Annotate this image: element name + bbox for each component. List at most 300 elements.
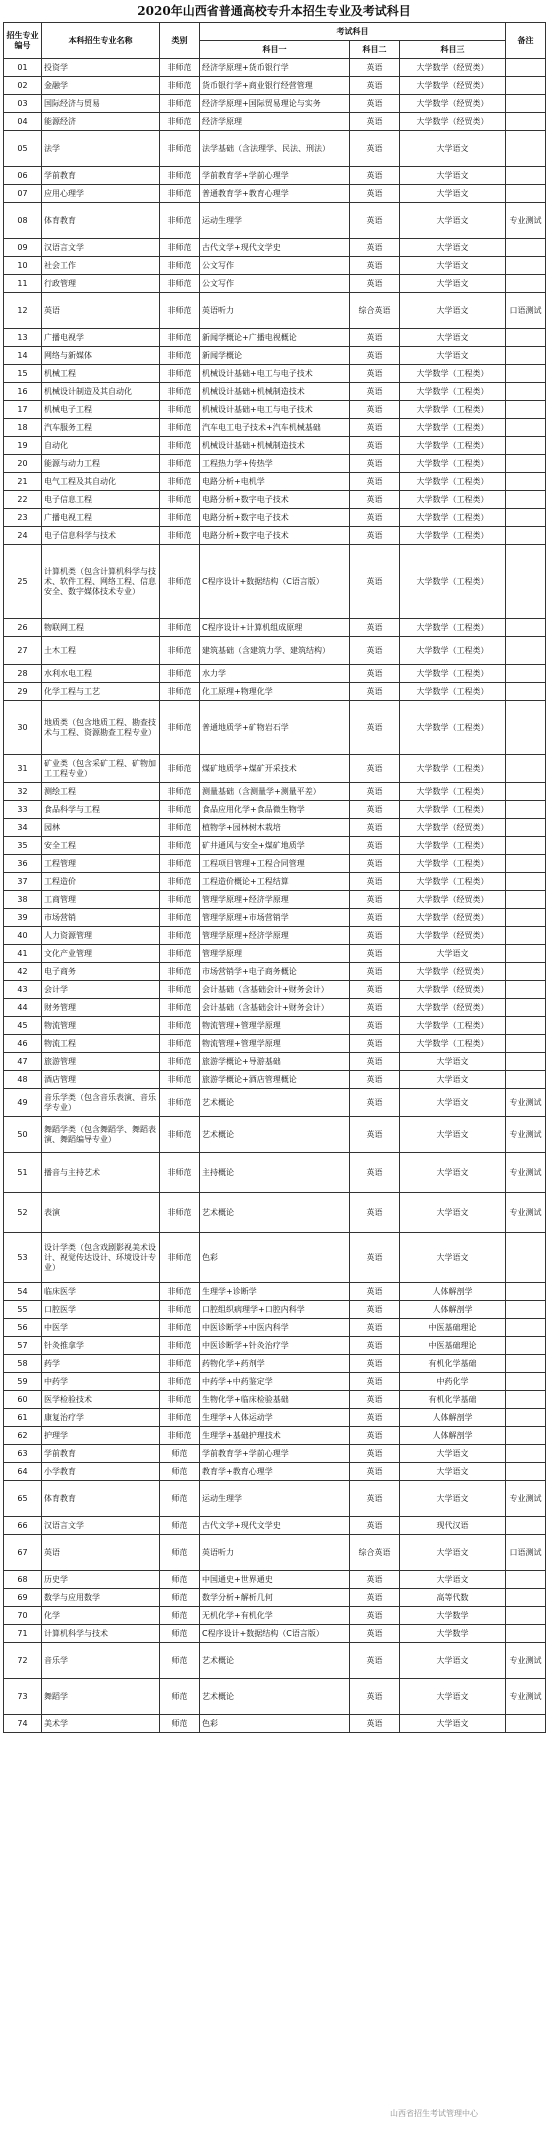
row-code: 10 (4, 257, 42, 275)
row-code: 49 (4, 1089, 42, 1117)
row-subject-1: 运动生理学 (200, 1481, 350, 1517)
row-subject-2: 英语 (350, 1409, 400, 1427)
row-major: 中药学 (42, 1373, 160, 1391)
header-code: 招生专业编号 (4, 23, 42, 59)
row-code: 36 (4, 855, 42, 873)
row-subject-1: 英语听力 (200, 293, 350, 329)
table-row (4, 783, 546, 801)
row-category: 非师范 (160, 1233, 200, 1283)
row-note (506, 1463, 546, 1481)
row-subject-3: 大学数学（工程类） (400, 491, 506, 509)
row-subject-1: 新闻学概论+广播电视概论 (200, 329, 350, 347)
row-major: 投资学 (42, 59, 160, 77)
table-row (4, 1035, 546, 1053)
row-code: 22 (4, 491, 42, 509)
row-subject-2: 英语 (350, 665, 400, 683)
table-row (4, 1233, 546, 1283)
row-subject-3: 人体解剖学 (400, 1283, 506, 1301)
row-category: 非师范 (160, 293, 200, 329)
table-row (4, 275, 546, 293)
row-subject-1: 经济学原理 (200, 113, 350, 131)
row-major: 药学 (42, 1355, 160, 1373)
row-major: 人力资源管理 (42, 927, 160, 945)
row-major: 市场营销 (42, 909, 160, 927)
table-row (4, 683, 546, 701)
row-subject-1: 艺术概论 (200, 1193, 350, 1233)
row-note (506, 455, 546, 473)
row-major: 针灸推拿学 (42, 1337, 160, 1355)
table-row (4, 891, 546, 909)
row-category: 非师范 (160, 203, 200, 239)
row-subject-3: 大学数学（工程类） (400, 509, 506, 527)
row-category: 非师范 (160, 945, 200, 963)
row-note: 专业测试 (506, 1117, 546, 1153)
table-row (4, 837, 546, 855)
row-subject-3: 大学语文 (400, 347, 506, 365)
row-code: 07 (4, 185, 42, 203)
row-subject-2: 英语 (350, 927, 400, 945)
row-subject-1: 经济学原理+国际贸易理论与实务 (200, 95, 350, 113)
row-subject-3: 大学数学（工程类） (400, 419, 506, 437)
row-subject-3: 大学语文 (400, 1715, 506, 1733)
table-row (4, 491, 546, 509)
row-major: 学前教育 (42, 167, 160, 185)
table-row (4, 1679, 546, 1715)
row-subject-2: 英语 (350, 329, 400, 347)
row-subject-1: 市场营销学+电子商务概论 (200, 963, 350, 981)
row-code: 58 (4, 1355, 42, 1373)
row-subject-2: 英语 (350, 1283, 400, 1301)
table-body (4, 59, 546, 1733)
row-subject-2: 英语 (350, 401, 400, 419)
table-row (4, 927, 546, 945)
row-subject-1: 色彩 (200, 1233, 350, 1283)
row-subject-1: 电路分析+数字电子技术 (200, 527, 350, 545)
row-subject-3: 现代汉语 (400, 1517, 506, 1535)
row-subject-3: 大学数学（工程类） (400, 701, 506, 755)
row-subject-3: 大学数学（工程类） (400, 527, 506, 545)
row-note (506, 527, 546, 545)
row-category: 非师范 (160, 1283, 200, 1301)
document-title: 2020年山西省普通高校专升本招生专业及考试科目 (137, 4, 411, 18)
row-note: 专业测试 (506, 203, 546, 239)
row-major: 会计学 (42, 981, 160, 999)
row-note (506, 419, 546, 437)
row-major: 电子信息工程 (42, 491, 160, 509)
row-note (506, 59, 546, 77)
row-note (506, 131, 546, 167)
row-category: 非师范 (160, 963, 200, 981)
row-code: 71 (4, 1625, 42, 1643)
row-code: 01 (4, 59, 42, 77)
row-subject-2: 英语 (350, 1193, 400, 1233)
row-subject-2: 英语 (350, 1233, 400, 1283)
row-major: 音乐学 (42, 1643, 160, 1679)
row-subject-3: 大学数学（经贸类） (400, 113, 506, 131)
row-subject-2: 英语 (350, 509, 400, 527)
row-category: 非师范 (160, 545, 200, 619)
row-note (506, 999, 546, 1017)
row-subject-2: 英语 (350, 257, 400, 275)
row-major: 播音与主持艺术 (42, 1153, 160, 1193)
row-subject-1: 管理学原理 (200, 945, 350, 963)
row-subject-2: 英语 (350, 1427, 400, 1445)
row-major: 计算机科学与技术 (42, 1625, 160, 1643)
row-subject-2: 英语 (350, 873, 400, 891)
row-subject-2: 英语 (350, 701, 400, 755)
row-major: 体育教育 (42, 1481, 160, 1517)
row-subject-3: 大学数学（工程类） (400, 855, 506, 873)
row-major: 广播电视工程 (42, 509, 160, 527)
row-subject-1: 物流管理+管理学原理 (200, 1017, 350, 1035)
table-row (4, 419, 546, 437)
row-subject-3: 人体解剖学 (400, 1301, 506, 1319)
row-subject-1: 生理学+人体运动学 (200, 1409, 350, 1427)
row-subject-1: 法学基础（含法理学、民法、刑法） (200, 131, 350, 167)
row-subject-1: 口腔组织病理学+口腔内科学 (200, 1301, 350, 1319)
row-code: 30 (4, 701, 42, 755)
row-major: 医学检验技术 (42, 1391, 160, 1409)
row-subject-1: 普通地质学+矿物岩石学 (200, 701, 350, 755)
row-subject-2: 英语 (350, 1153, 400, 1193)
row-subject-2: 英语 (350, 1643, 400, 1679)
table-row (4, 1409, 546, 1427)
row-code: 23 (4, 509, 42, 527)
row-code: 69 (4, 1589, 42, 1607)
row-subject-1: 汽车电工电子技术+汽车机械基础 (200, 419, 350, 437)
row-note (506, 383, 546, 401)
row-major: 财务管理 (42, 999, 160, 1017)
row-subject-3: 大学语文 (400, 1153, 506, 1193)
row-code: 18 (4, 419, 42, 437)
row-note (506, 683, 546, 701)
row-major: 设计学类（包含戏剧影视美术设计、视觉传达设计、环境设计专业） (42, 1233, 160, 1283)
row-code: 39 (4, 909, 42, 927)
row-category: 师范 (160, 1679, 200, 1715)
row-code: 16 (4, 383, 42, 401)
row-subject-3: 高等代数 (400, 1589, 506, 1607)
row-code: 15 (4, 365, 42, 383)
row-subject-3: 有机化学基础 (400, 1355, 506, 1373)
table-row (4, 257, 546, 275)
row-category: 非师范 (160, 1117, 200, 1153)
table-row (4, 999, 546, 1017)
row-code: 73 (4, 1679, 42, 1715)
row-major: 中医学 (42, 1319, 160, 1337)
table-row (4, 545, 546, 619)
table-row (4, 239, 546, 257)
row-subject-3: 大学数学（工程类） (400, 873, 506, 891)
row-subject-3: 大学语文 (400, 1053, 506, 1071)
row-subject-1: 艺术概论 (200, 1679, 350, 1715)
row-category: 师范 (160, 1463, 200, 1481)
row-code: 09 (4, 239, 42, 257)
row-category: 非师范 (160, 665, 200, 683)
row-note (506, 1301, 546, 1319)
row-subject-3: 大学语文 (400, 1571, 506, 1589)
row-subject-2: 英语 (350, 1301, 400, 1319)
row-note (506, 329, 546, 347)
row-subject-3: 大学数学（经贸类） (400, 963, 506, 981)
row-category: 师范 (160, 1445, 200, 1463)
row-category: 非师范 (160, 1017, 200, 1035)
row-major: 食品科学与工程 (42, 801, 160, 819)
row-subject-1: C程序设计+计算机组成原理 (200, 619, 350, 637)
row-category: 师范 (160, 1643, 200, 1679)
row-subject-3: 大学数学（工程类） (400, 755, 506, 783)
row-code: 06 (4, 167, 42, 185)
row-subject-3: 中医基础理论 (400, 1319, 506, 1337)
row-subject-3: 大学数学（经贸类） (400, 95, 506, 113)
row-category: 非师范 (160, 891, 200, 909)
row-code: 25 (4, 545, 42, 619)
row-subject-1: 生理学+诊断学 (200, 1283, 350, 1301)
row-category: 非师范 (160, 837, 200, 855)
row-code: 28 (4, 665, 42, 683)
row-subject-1: 公文写作 (200, 257, 350, 275)
table-row (4, 185, 546, 203)
row-note (506, 167, 546, 185)
row-subject-1: 主持概论 (200, 1153, 350, 1193)
row-code: 05 (4, 131, 42, 167)
row-major: 能源经济 (42, 113, 160, 131)
row-major: 历史学 (42, 1571, 160, 1589)
row-major: 物联网工程 (42, 619, 160, 637)
row-subject-1: 运动生理学 (200, 203, 350, 239)
row-subject-1: 艺术概论 (200, 1089, 350, 1117)
row-note (506, 1071, 546, 1089)
row-subject-1: 中药学+中药鉴定学 (200, 1373, 350, 1391)
row-subject-1: 机械设计基础+电工与电子技术 (200, 401, 350, 419)
row-category: 非师范 (160, 185, 200, 203)
row-subject-3: 大学语文 (400, 1071, 506, 1089)
row-category: 非师范 (160, 1301, 200, 1319)
row-subject-2: 英语 (350, 1571, 400, 1589)
row-note (506, 77, 546, 95)
row-code: 34 (4, 819, 42, 837)
row-major: 口腔医学 (42, 1301, 160, 1319)
table-row (4, 981, 546, 999)
row-subject-1: 学前教育学+学前心理学 (200, 1445, 350, 1463)
row-subject-1: 中国通史+世界通史 (200, 1571, 350, 1589)
row-subject-2: 英语 (350, 755, 400, 783)
row-code: 51 (4, 1153, 42, 1193)
table-row (4, 1117, 546, 1153)
row-note: 专业测试 (506, 1089, 546, 1117)
table-row (4, 455, 546, 473)
table-row (4, 1301, 546, 1319)
row-major: 文化产业管理 (42, 945, 160, 963)
row-major: 工程造价 (42, 873, 160, 891)
row-subject-1: 工程热力学+传热学 (200, 455, 350, 473)
row-major: 汉语言文学 (42, 239, 160, 257)
row-note (506, 401, 546, 419)
header-subject-1: 科目一 (200, 41, 350, 59)
row-subject-3: 大学语文 (400, 1463, 506, 1481)
table-row (4, 347, 546, 365)
row-subject-2: 英语 (350, 455, 400, 473)
row-subject-2: 英语 (350, 619, 400, 637)
table-row (4, 113, 546, 131)
row-subject-2: 英语 (350, 1373, 400, 1391)
row-subject-3: 大学语文 (400, 1445, 506, 1463)
row-note (506, 963, 546, 981)
row-code: 19 (4, 437, 42, 455)
row-major: 园林 (42, 819, 160, 837)
row-subject-1: 电路分析+电机学 (200, 473, 350, 491)
row-category: 非师范 (160, 701, 200, 755)
row-category: 非师范 (160, 365, 200, 383)
row-subject-1: 无机化学+有机化学 (200, 1607, 350, 1625)
row-category: 非师范 (160, 1089, 200, 1117)
row-note (506, 981, 546, 999)
row-note: 口语测试 (506, 1535, 546, 1571)
row-category: 非师范 (160, 1071, 200, 1089)
row-subject-1: 管理学原理+市场营销学 (200, 909, 350, 927)
row-category: 非师范 (160, 437, 200, 455)
row-note (506, 945, 546, 963)
row-subject-1: 药物化学+药剂学 (200, 1355, 350, 1373)
row-category: 非师范 (160, 239, 200, 257)
row-code: 68 (4, 1571, 42, 1589)
row-major: 电子商务 (42, 963, 160, 981)
row-major: 物流工程 (42, 1035, 160, 1053)
row-subject-1: 化工原理+物理化学 (200, 683, 350, 701)
row-subject-1: 煤矿地质学+煤矿开采技术 (200, 755, 350, 783)
table-row (4, 1355, 546, 1373)
row-subject-3: 大学数学（经贸类） (400, 77, 506, 95)
row-subject-3: 大学数学（经贸类） (400, 909, 506, 927)
row-code: 43 (4, 981, 42, 999)
table-row (4, 665, 546, 683)
row-major: 数学与应用数学 (42, 1589, 160, 1607)
row-category: 非师范 (160, 1193, 200, 1233)
row-note: 口语测试 (506, 293, 546, 329)
table-row (4, 909, 546, 927)
row-subject-1: 教育学+教育心理学 (200, 1463, 350, 1481)
row-subject-3: 大学语文 (400, 1481, 506, 1517)
row-code: 17 (4, 401, 42, 419)
row-code: 70 (4, 1607, 42, 1625)
row-note (506, 113, 546, 131)
row-code: 65 (4, 1481, 42, 1517)
row-note (506, 1373, 546, 1391)
row-major: 英语 (42, 1535, 160, 1571)
table-row (4, 1017, 546, 1035)
row-major: 地质类（包含地质工程、勘查技术与工程、资源勘查工程专业） (42, 701, 160, 755)
row-major: 法学 (42, 131, 160, 167)
table-row (4, 819, 546, 837)
row-code: 42 (4, 963, 42, 981)
row-subject-1: 生物化学+临床检验基础 (200, 1391, 350, 1409)
row-code: 27 (4, 637, 42, 665)
row-note (506, 927, 546, 945)
row-category: 非师范 (160, 419, 200, 437)
row-category: 非师范 (160, 1427, 200, 1445)
row-note (506, 891, 546, 909)
row-subject-3: 大学数学（工程类） (400, 837, 506, 855)
row-note (506, 491, 546, 509)
row-note (506, 1427, 546, 1445)
row-subject-3: 大学语文 (400, 167, 506, 185)
row-subject-2: 英语 (350, 1445, 400, 1463)
row-note (506, 1391, 546, 1409)
row-code: 50 (4, 1117, 42, 1153)
row-category: 非师范 (160, 873, 200, 891)
table-row (4, 401, 546, 419)
row-subject-1: 会计基础（含基础会计+财务会计） (200, 981, 350, 999)
row-code: 59 (4, 1373, 42, 1391)
row-note: 专业测试 (506, 1481, 546, 1517)
table-row (4, 637, 546, 665)
row-note (506, 473, 546, 491)
row-category: 师范 (160, 1589, 200, 1607)
row-subject-2: 英语 (350, 167, 400, 185)
row-category: 师范 (160, 1715, 200, 1733)
row-code: 60 (4, 1391, 42, 1409)
row-subject-2: 英语 (350, 1481, 400, 1517)
row-major: 网络与新媒体 (42, 347, 160, 365)
row-code: 02 (4, 77, 42, 95)
row-category: 非师范 (160, 801, 200, 819)
row-major: 化学工程与工艺 (42, 683, 160, 701)
table-row (4, 963, 546, 981)
row-note (506, 95, 546, 113)
row-subject-1: 水力学 (200, 665, 350, 683)
table-row (4, 1319, 546, 1337)
table-row (4, 1071, 546, 1089)
row-subject-1: 古代文学+现代文学史 (200, 239, 350, 257)
row-subject-2: 英语 (350, 1071, 400, 1089)
row-code: 63 (4, 1445, 42, 1463)
row-note (506, 257, 546, 275)
row-category: 非师范 (160, 855, 200, 873)
row-code: 47 (4, 1053, 42, 1071)
row-subject-2: 英语 (350, 527, 400, 545)
header-subjects: 考试科目 (200, 23, 506, 41)
table-row (4, 1625, 546, 1643)
table-row (4, 329, 546, 347)
row-category: 非师范 (160, 491, 200, 509)
row-code: 46 (4, 1035, 42, 1053)
row-note (506, 1283, 546, 1301)
row-major: 英语 (42, 293, 160, 329)
row-category: 非师范 (160, 1409, 200, 1427)
row-code: 61 (4, 1409, 42, 1427)
row-category: 非师范 (160, 683, 200, 701)
row-note (506, 837, 546, 855)
row-subject-2: 英语 (350, 491, 400, 509)
row-code: 56 (4, 1319, 42, 1337)
table-row (4, 1427, 546, 1445)
row-subject-3: 大学语文 (400, 1679, 506, 1715)
header-note: 备注 (506, 23, 546, 59)
row-subject-2: 英语 (350, 185, 400, 203)
row-subject-2: 英语 (350, 1391, 400, 1409)
row-note (506, 755, 546, 783)
row-major: 护理学 (42, 1427, 160, 1445)
row-subject-1: 中医诊断学+针灸治疗学 (200, 1337, 350, 1355)
row-subject-1: 英语听力 (200, 1535, 350, 1571)
row-subject-2: 英语 (350, 203, 400, 239)
row-note (506, 873, 546, 891)
row-category: 非师范 (160, 1035, 200, 1053)
row-subject-1: 公文写作 (200, 275, 350, 293)
row-subject-2: 英语 (350, 1589, 400, 1607)
row-subject-2: 英语 (350, 945, 400, 963)
row-subject-2: 英语 (350, 275, 400, 293)
table-row (4, 1571, 546, 1589)
